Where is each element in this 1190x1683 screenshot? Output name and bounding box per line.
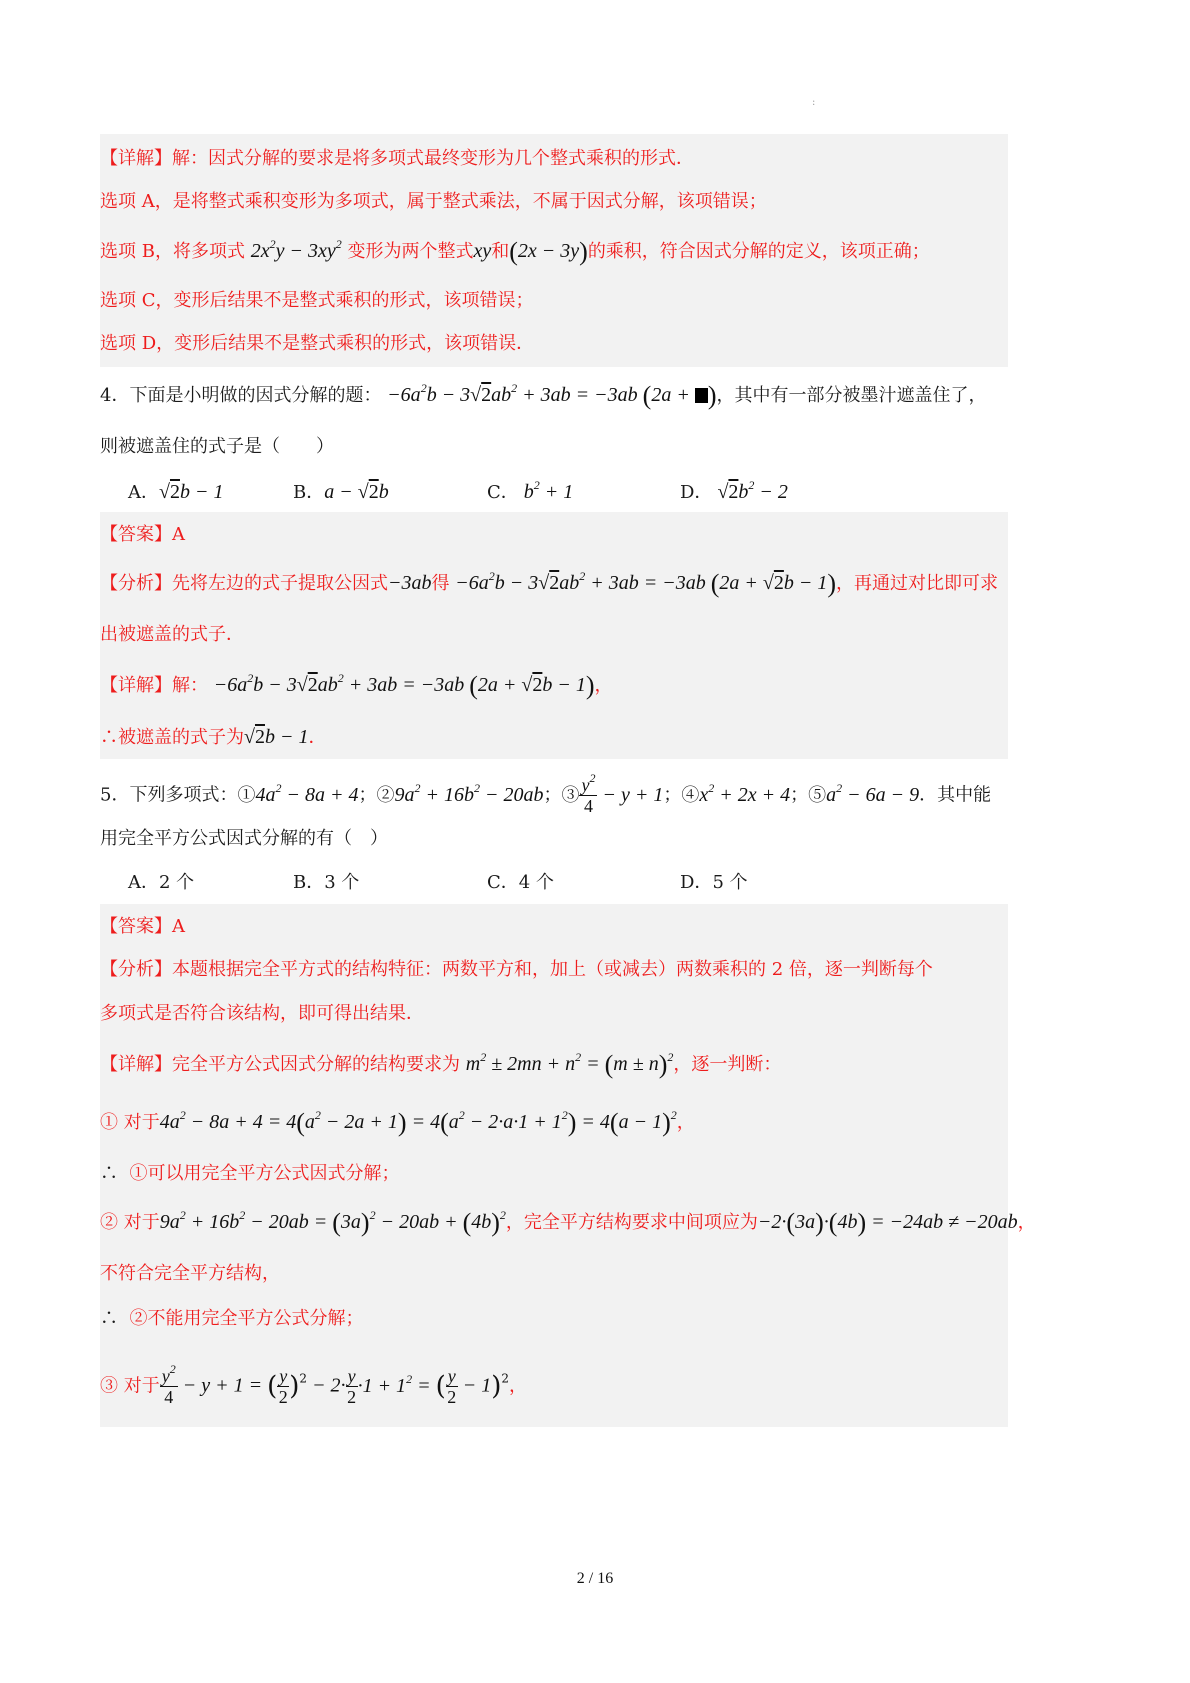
math-expr: $9a^2 + 16b^2 - 20ab = (3a)^2 - 20ab + (4b)^2$ — [159, 1208, 506, 1237]
text: 变形为两个整式 — [347, 241, 474, 262]
detail-tag: 【详解】 — [100, 148, 172, 169]
option-text: 2 个 — [159, 872, 195, 893]
text: 对于 — [123, 1375, 160, 1397]
text: ， — [1017, 1212, 1036, 1233]
math-expr: $b^2 + 1$ — [518, 478, 574, 503]
text: ，再通过对比即可求 — [836, 573, 999, 594]
text: ， — [509, 1375, 528, 1397]
option-text: 5 个 — [712, 872, 748, 893]
q4-stem — [100, 382, 987, 409]
option-b-line — [100, 238, 930, 265]
q5-option-d[interactable] — [680, 870, 748, 896]
text: 和 — [491, 241, 510, 262]
text: ，其中有一部分被墨汁遮盖住了， — [716, 385, 987, 406]
text: ．其中能 — [919, 784, 992, 806]
q4-conclusion — [100, 724, 326, 751]
q5-step2 — [100, 1209, 1036, 1236]
q5-step1-conclusion — [100, 1161, 399, 1187]
text: ∴被遮盖的式子为 — [100, 727, 244, 748]
math-expr: xy — [473, 240, 492, 262]
question-number: 5． — [100, 784, 130, 806]
text: ， — [594, 675, 613, 696]
text: 得 — [431, 573, 450, 594]
q4-option-c[interactable] — [487, 479, 573, 506]
detail-line — [100, 146, 694, 172]
q5-step1 — [100, 1109, 695, 1136]
q5-analysis-line2: 多项式是否符合该结构，即可得出结果． — [100, 1003, 424, 1024]
math-expr: $√2b^2 - 2$ — [712, 478, 788, 503]
option-c-line: 选项 C，变形后结果不是整式乘积的形式，该项错误； — [100, 290, 534, 311]
detail-tag: 【详解】 — [100, 1054, 172, 1075]
q5-detail — [100, 1051, 781, 1078]
step-label: ③ — [100, 1375, 118, 1397]
q5-option-c[interactable] — [487, 870, 554, 896]
math-expr: √2b − 1 — [244, 726, 309, 748]
text: ． — [308, 727, 327, 748]
option-label: A． — [128, 872, 159, 893]
option-label: D． — [680, 482, 713, 503]
option-text: 4 个 — [518, 872, 554, 893]
q4-analysis — [100, 570, 998, 597]
math-expr: $-6a^2b - 3√2ab^2 + 3ab = -3ab$ (2a + √2b − 1) — [213, 671, 595, 700]
q5-stem-line2: 用完全平方公式因式分解的有（ ） — [100, 828, 388, 849]
text: 对于 — [123, 1212, 160, 1233]
text: 下面是小明做的因式分解的题： — [129, 385, 382, 406]
answer-tag: 【答案】 — [100, 524, 172, 545]
text: 选项 B，将多项式 — [100, 241, 245, 262]
q4-stem-line2: 则被遮盖住的式子是（ ） — [100, 436, 334, 457]
solution-box-q5 — [100, 904, 1036, 1427]
text: 解： — [172, 675, 208, 696]
text: 下列多项式： — [129, 784, 238, 806]
item-4: $④x^2 + 2x + 4$ — [681, 780, 791, 806]
text: 完全平方公式因式分解的结构要求为 — [172, 1054, 460, 1075]
math-expr: $-6a^2b - 3√2ab^2 + 3ab = -3ab$ (2a + √2b − 1) — [455, 569, 837, 598]
q4-answer — [100, 522, 185, 548]
therefore-symbol: ∴ — [100, 1308, 118, 1329]
text: ， — [676, 1112, 695, 1133]
math-expr: a − √2b — [324, 481, 389, 503]
page-number: 2 / 16 — [576, 1570, 614, 1587]
math-expr: $m^2 \pm 2mn + n^2 = (m \pm n)^2$ — [465, 1050, 674, 1079]
option-d-line: 选项 D，变形后结果不是整式乘积的形式，该项错误． — [100, 333, 535, 354]
item-2: $②9a^2 + 16b^2 - 20ab$ — [376, 780, 544, 806]
text: 的乘积，符合因式分解的定义，该项正确； — [587, 241, 930, 262]
option-label: B． — [293, 482, 325, 503]
option-a-line: 选项 A，是将整式乘积变形为多项式，属于整式乘法，不属于因式分解，该项错误； — [100, 191, 767, 212]
option-label: C． — [487, 872, 519, 893]
solution-box-q3 — [100, 134, 1008, 367]
text: ，逐一判断： — [673, 1054, 782, 1075]
q5-stem: 5．下列多项式：$①4a^2 - 8a + 4$；$②9a^2 + 16b^2 - 20ab$；③ $\frac{y^2}{4}$ − y + 1；$④x^2 + 2x + 4$；$⑤a^2 - 6a - 9$．其中能 — [100, 771, 992, 816]
q5-analysis — [100, 957, 933, 983]
option-label: C． — [487, 482, 519, 503]
q5-option-b[interactable] — [293, 870, 359, 896]
option-label: A． — [128, 482, 159, 503]
analysis-tag: 【分析】 — [100, 573, 172, 594]
step-label: ② — [100, 1212, 118, 1233]
math-expr: $-6a^2b - 3√2ab^2 + 3ab = -3ab$ (2a + ) — [387, 381, 717, 410]
math-expr: −3ab — [388, 572, 432, 594]
item-1: $①4a^2 - 8a + 4$ — [237, 780, 359, 806]
math-expr: $2x^2y - 3xy^2$ — [250, 237, 342, 262]
solution-box-q4 — [100, 512, 1008, 759]
math-expr: −2·(3a)·(4b) = −24ab ≠ −20ab — [757, 1208, 1018, 1237]
q4-option-a[interactable] — [128, 479, 223, 506]
step-label: ① — [100, 1112, 118, 1133]
text: 先将左边的式子提取公因式 — [172, 573, 388, 594]
text: ①可以用完全平方公式因式分解； — [129, 1163, 400, 1184]
text: ，完全平方结构要求中间项应为 — [505, 1212, 758, 1233]
q4-option-b[interactable] — [293, 479, 389, 506]
q5-step3: ③ 对于 $\frac{y^2}{4}$ − y + 1 = ( $\frac{y}{2}$ )$^2$ − 2· $\frac{y}{2}$ $\cdot 1 + 1^2$ = ( $\frac{y}{2}$ − 1)$^2$， — [100, 1362, 528, 1407]
item-3: ③ $\frac{y^2}{4}$ − y + 1 — [561, 771, 664, 816]
q4-option-d[interactable] — [680, 479, 788, 506]
math-expr: $4a^2 - 8a + 4 = 4(a^2 - 2a + 1) = 4(a^2 - 2\cdot a\cdot 1 + 1^2) = 4(a - 1)^2$ — [159, 1108, 677, 1137]
q5-step2-line2: 不符合完全平方结构， — [100, 1263, 280, 1284]
text: 本题根据完全平方式的结构特征：两数平方和，加上（或减去）两数乘积的 2 倍，逐一判断每个 — [172, 959, 933, 980]
analysis-tag: 【分析】 — [100, 959, 172, 980]
question-number: 4． — [100, 385, 130, 406]
q4-detail — [100, 672, 613, 699]
option-label: D． — [680, 872, 713, 893]
detail-text: 解：因式分解的要求是将多项式最终变形为几个整式乘积的形式． — [172, 148, 694, 169]
q5-step2-conclusion — [100, 1306, 363, 1332]
answer-tag: 【答案】 — [100, 916, 172, 937]
text: ②不能用完全平方公式分解； — [129, 1308, 364, 1329]
q5-option-a[interactable] — [128, 870, 194, 896]
answer-value: A — [172, 916, 185, 937]
detail-tag: 【详解】 — [100, 675, 172, 696]
item-5: $⑤a^2 - 6a - 9$ — [808, 780, 920, 806]
option-label: B． — [293, 872, 325, 893]
therefore-symbol: ∴ — [100, 1163, 118, 1184]
text: 对于 — [123, 1112, 160, 1133]
option-text: 3 个 — [324, 872, 360, 893]
ink-blot — [695, 388, 708, 403]
answer-value: A — [172, 524, 185, 545]
q4-analysis-line2: 出被遮盖的式子． — [100, 624, 244, 645]
q5-answer — [100, 914, 185, 940]
math-expr: (2x − 3y) — [509, 237, 588, 266]
header-mark: : — [812, 97, 816, 108]
math-expr: √2b − 1 — [159, 481, 224, 503]
